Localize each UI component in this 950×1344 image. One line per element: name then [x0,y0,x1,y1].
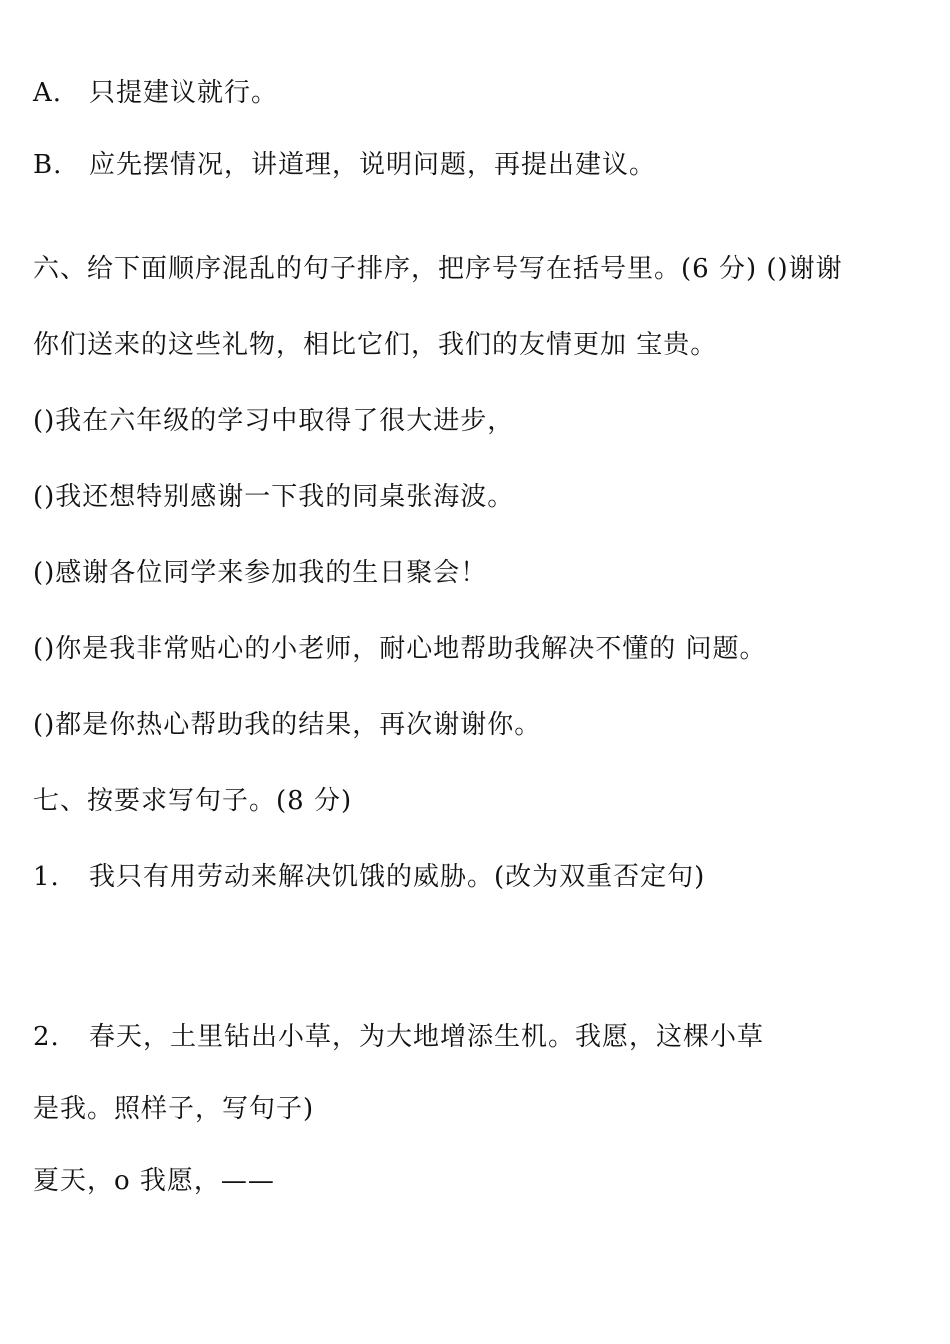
section6-item-5: ()都是你热心帮助我的结果，再次谢谢你。 [33,710,542,740]
section6-heading-line1: 六、给下面顺序混乱的句子排序，把序号写在括号里。(6 分) ()谢谢 [33,254,843,284]
question-1 [33,860,705,894]
question-1-text: 我只有用劳动来解决饥饿的威胁。(改为双重否定句) [89,862,706,892]
question-2 [33,1020,764,1054]
question-2-text-line2: 是我。照样子，写句子) [33,1094,315,1124]
section6-item-1: ()我在六年级的学习中取得了很大进步， [33,406,515,436]
option-a [33,76,278,110]
section6-item-4: ()你是我非常贴心的小老师，耐心地帮助我解决不懂的 问题。 [33,634,767,664]
question-1-number: 1. [33,862,60,892]
option-a-letter: A. [33,78,63,108]
question-2-number: 2. [33,1022,60,1052]
option-b-text: 应先摆情况，讲道理，说明问题，再提出建议。 [89,150,657,180]
option-a-text: 只提建议就行。 [89,78,279,108]
question-2-answer-line: 夏天，o 我愿，—— [33,1166,275,1196]
question-2-text-line1: 春天，土里钻出小草，为大地增添生机。我愿，这棵小草 [89,1022,765,1052]
section6-heading-line2: 你们送来的这些礼物，相比它们，我们的友情更加 宝贵。 [33,330,718,360]
section6-item-2: ()我还想特别感谢一下我的同桌张海波。 [33,482,515,512]
option-b-letter: B. [33,150,63,180]
section6-item-3: ()感谢各位同学来参加我的生日聚会！ [33,558,488,588]
option-b [33,148,656,182]
section7-heading: 七、按要求写句子。(8 分) [33,786,353,816]
